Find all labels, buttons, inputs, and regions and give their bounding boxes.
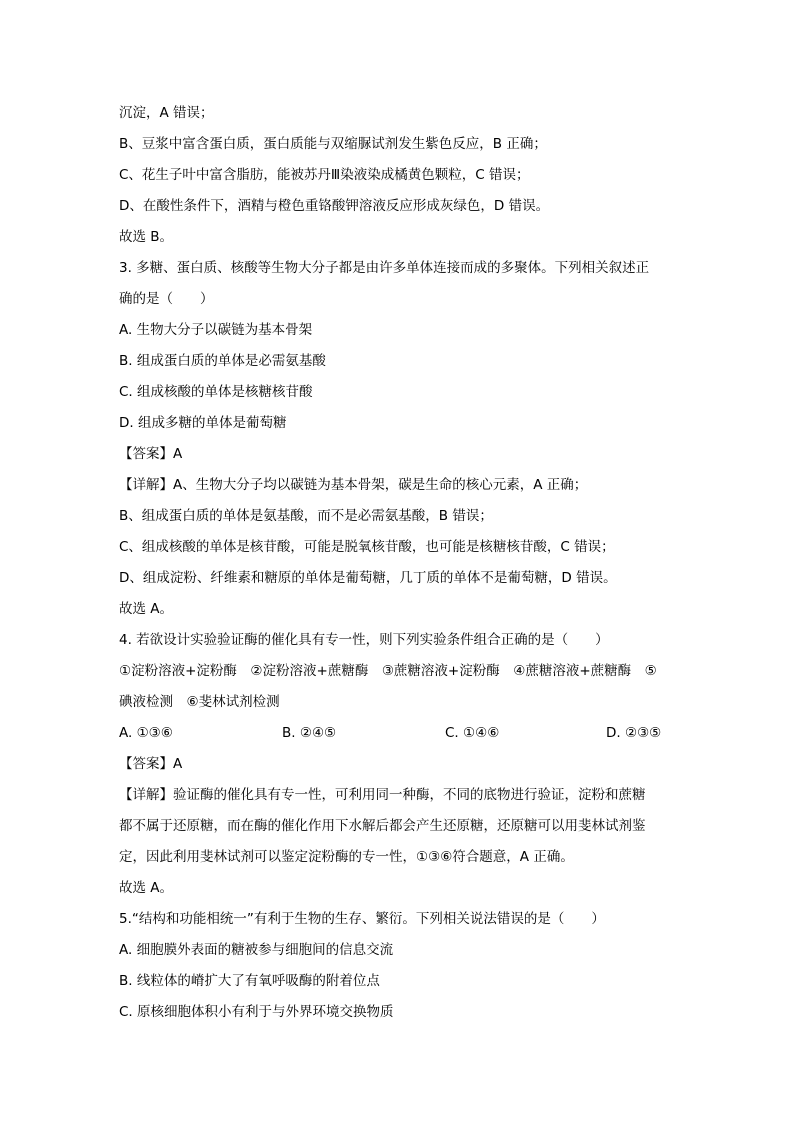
q4-items-line2: 碘液检测 ⑥斐林试剂检测 [119, 694, 280, 710]
q4-option-b: B. ②④⑤ [282, 725, 337, 741]
prev-explanation-b: B、豆浆中富含蛋白质，蛋白质能与双缩脲试剂发生紫色反应，B 正确； [119, 136, 547, 152]
q4-explanation-line1: 【详解】验证酶的催化具有专一性，可利用同一种酶，不同的底物进行验证，淀粉和蔗糖 [119, 787, 646, 803]
q4-options-row [119, 723, 674, 743]
q3-answer: 【答案】A [119, 446, 183, 462]
q3-stem-line2: 确的是（ ） [119, 291, 214, 307]
q3-stem-line1: 3. 多糖、蛋白质、核酸等生物大分子都是由许多单体连接而成的多聚体。下列相关叙述正 [119, 260, 650, 276]
prev-explanation-c: C、花生子叶中富含脂肪，能被苏丹Ⅲ染液染成橘黄色颗粒，C 错误； [119, 167, 530, 183]
q4-option-a: A. ①③⑥ [119, 725, 173, 741]
q4-explanation-line2: 都不属于还原糖，而在酶的催化作用下水解后都会产生还原糖，还原糖可以用斐林试剂鉴 [119, 818, 646, 834]
q3-explanation-line1: 【详解】A、生物大分子均以碳链为基本骨架，碳是生命的核心元素，A 正确； [119, 477, 588, 493]
q4-explanation-line3: 定，因此利用斐林试剂可以鉴定淀粉酶的专一性，①③⑥符合题意，A 正确。 [119, 849, 574, 865]
q4-option-d: D. ②③⑤ [606, 725, 662, 741]
q3-explanation-line2: B、组成蛋白质的单体是氨基酸，而不是必需氨基酸，B 错误； [119, 508, 493, 524]
q4-choice: 故选 A。 [119, 880, 174, 896]
q3-option-d: D. 组成多糖的单体是葡萄糖 [119, 415, 287, 431]
q3-option-c: C. 组成核酸的单体是核糖核苷酸 [119, 384, 313, 400]
q4-answer: 【答案】A [119, 756, 183, 772]
q3-explanation-line4: D、组成淀粉、纤维素和糖原的单体是葡萄糖，几丁质的单体不是葡萄糖，D 错误。 [119, 570, 617, 586]
prev-explanation-d: D、在酸性条件下，酒精与橙色重铬酸钾溶液反应形成灰绿色，D 错误。 [119, 198, 550, 214]
q4-stem: 4. 若欲设计实验验证酶的催化具有专一性，则下列实验条件组合正确的是（ ） [119, 632, 609, 648]
q5-option-a: A. 细胞膜外表面的糖被参与细胞间的信息交流 [119, 942, 394, 958]
prev-choice: 故选 B。 [119, 229, 174, 245]
q3-choice: 故选 A。 [119, 601, 174, 617]
q3-explanation-line3: C、组成核酸的单体是核苷酸，可能是脱氧核苷酸，也可能是核糖核苷酸，C 错误； [119, 539, 615, 555]
q5-option-c: C. 原核细胞体积小有利于与外界环境交换物质 [119, 1004, 394, 1020]
q5-option-b: B. 线粒体的嵴扩大了有氧呼吸酶的附着位点 [119, 973, 380, 989]
q4-items-line1: ①淀粉溶液+淀粉酶 ②淀粉溶液+蔗糖酶 ③蔗糖溶液+淀粉酶 ④蔗糖溶液+蔗糖酶 ⑤ [119, 663, 657, 679]
q3-option-a: A. 生物大分子以碳链为基本骨架 [119, 322, 313, 338]
q5-stem: 5.“结构和功能相统一”有利于生物的生存、繁衍。下列相关说法错误的是（ ） [119, 911, 605, 927]
prev-explanation-tail: 沉淀，A 错误； [119, 105, 214, 121]
q4-option-c: C. ①④⑥ [445, 725, 500, 741]
q3-option-b: B. 组成蛋白质的单体是必需氨基酸 [119, 353, 326, 369]
